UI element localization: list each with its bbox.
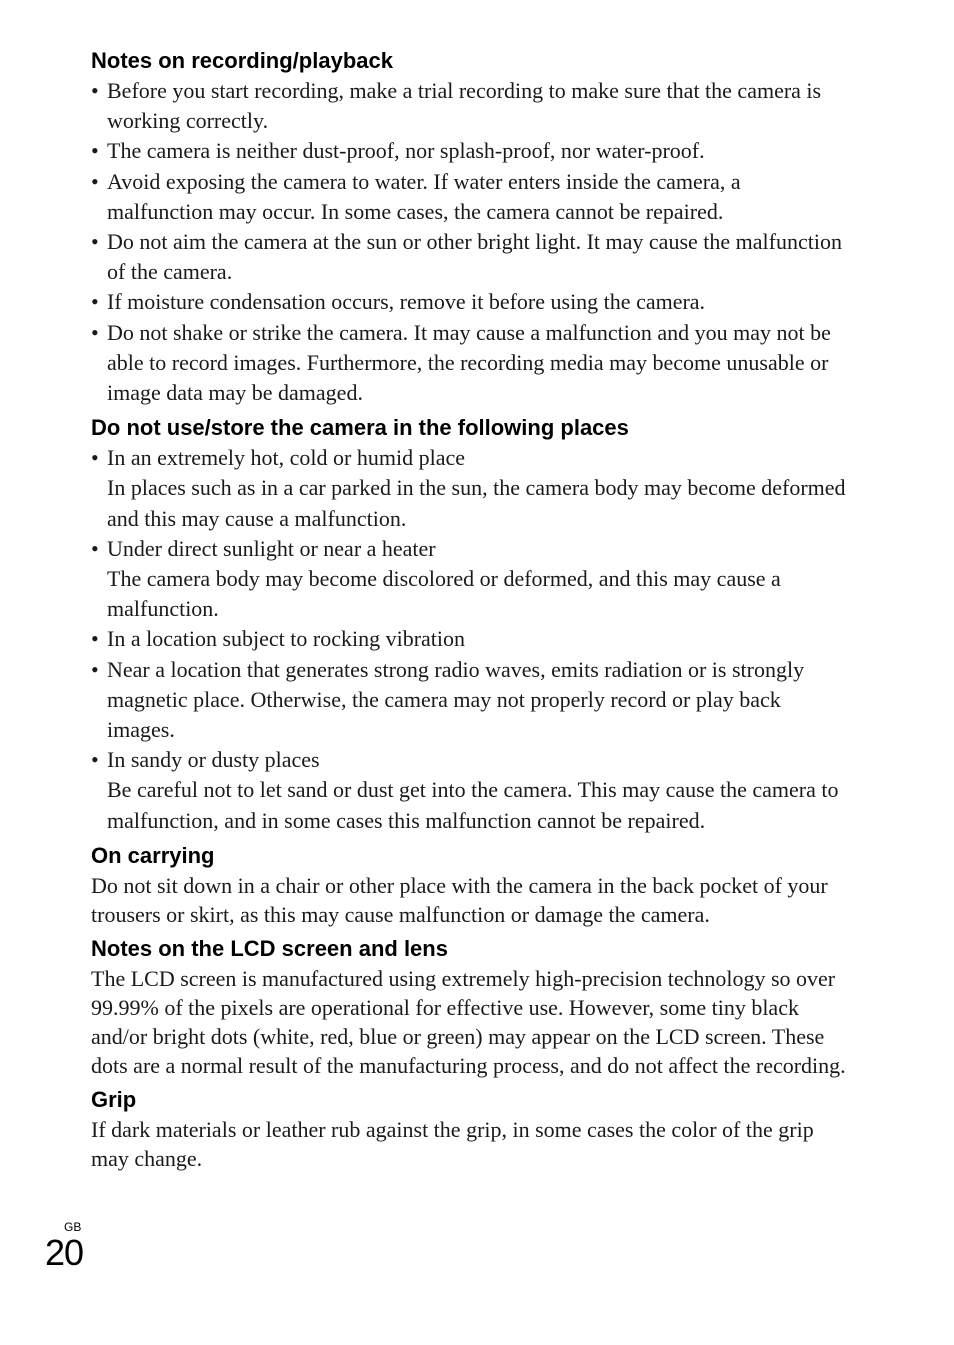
footer-language-code: GB xyxy=(64,1220,82,1234)
section-heading: Grip xyxy=(91,1086,137,1112)
section-lcd-screen xyxy=(91,934,851,1080)
page-content xyxy=(91,46,851,1173)
bullet-glyph: • xyxy=(91,319,99,345)
list-item xyxy=(91,655,851,746)
list-item-text: Do not aim the camera at the sun or other bright light. It may cause the malfunction of the camera. xyxy=(107,229,842,285)
bullet-glyph: • xyxy=(91,535,99,561)
list-item-text: Before you start recording, make a trial recording to make sure that the camera is working correctly. xyxy=(107,78,822,134)
list-item-title: In a location subject to rocking vibration xyxy=(107,626,466,652)
section-heading: Notes on recording/playback xyxy=(91,48,393,73)
list-item-title: In an extremely hot, cold or humid place xyxy=(107,445,465,471)
list-item-title: Under direct sunlight or near a heater xyxy=(107,535,436,561)
section-paragraph: The LCD screen is manufactured using extremely high-precision technology so over 99.99% of the pixels are operational for effective use. However, some tiny black and/or bright dots (white, red, blue or green) may appear on the LCD screen. These dots are a normal result of the manufacturing process, and do not affect the recording. xyxy=(91,965,846,1078)
list-item-title: Near a location that generates strong radio waves, emits radiation or is strongly magnetic place. Otherwise, the camera may not properly record or play back images. xyxy=(107,656,805,743)
section-heading: On carrying xyxy=(91,842,215,868)
list-item xyxy=(91,167,851,227)
page-number: 20 xyxy=(45,1232,84,1273)
bullet-glyph: • xyxy=(91,78,99,103)
list-item xyxy=(91,443,851,534)
section-paragraph: If dark materials or leather rub against the grip, in some cases the color of the grip may change. xyxy=(91,1116,814,1171)
list-item-detail: In places such as in a car parked in the sun, the camera body may become deformed and this may cause a malfunction. xyxy=(107,475,846,531)
list-item xyxy=(91,745,851,836)
list-item xyxy=(91,287,851,317)
bullet-glyph: • xyxy=(91,445,99,471)
bullet-list xyxy=(91,443,851,836)
section-grip xyxy=(91,1085,851,1173)
bullet-glyph: • xyxy=(91,138,99,164)
list-item-detail: Be careful not to let sand or dust get into the camera. This may cause the camera to malfunction, and in some cases this malfunction cannot be repaired. xyxy=(107,777,839,833)
bullet-glyph: • xyxy=(91,168,99,194)
list-item xyxy=(91,76,851,136)
bullet-list xyxy=(91,76,851,408)
section-paragraph: Do not sit down in a chair or other place with the camera in the back pocket of your trousers or skirt, as this may cause malfunction or damage the camera. xyxy=(91,872,828,927)
section-heading: Do not use/store the camera in the following places xyxy=(91,415,629,441)
bullet-glyph: • xyxy=(91,626,99,652)
list-item xyxy=(91,624,851,654)
bullet-glyph: • xyxy=(91,289,99,315)
list-item-text: The camera is neither dust-proof, nor splash-proof, nor water-proof. xyxy=(107,138,705,164)
section-on-carrying xyxy=(91,841,851,929)
section-recording-playback xyxy=(91,46,851,408)
list-item-title: In sandy or dusty places xyxy=(107,747,320,773)
bullet-glyph: • xyxy=(91,747,99,773)
section-storage-places xyxy=(91,413,851,836)
list-item xyxy=(91,318,851,409)
bullet-glyph: • xyxy=(91,656,99,682)
list-item xyxy=(91,534,851,625)
section-heading: Notes on the LCD screen and lens xyxy=(91,935,448,961)
list-item xyxy=(91,227,851,287)
list-item-text: Do not shake or strike the camera. It may cause a malfunction and you may not be able to record images. Furthermore, the recording media may become unusable or image data may be damaged. xyxy=(107,319,831,406)
list-item-detail: The camera body may become discolored or deformed, and this may cause a malfunction. xyxy=(107,566,781,622)
list-item-text: Avoid exposing the camera to water. If water enters inside the camera, a malfunction may occur. In some cases, the camera cannot be repaired. xyxy=(107,168,741,224)
list-item xyxy=(91,136,851,166)
bullet-glyph: • xyxy=(91,229,99,255)
list-item-text: If moisture condensation occurs, remove it before using the camera. xyxy=(107,289,706,315)
